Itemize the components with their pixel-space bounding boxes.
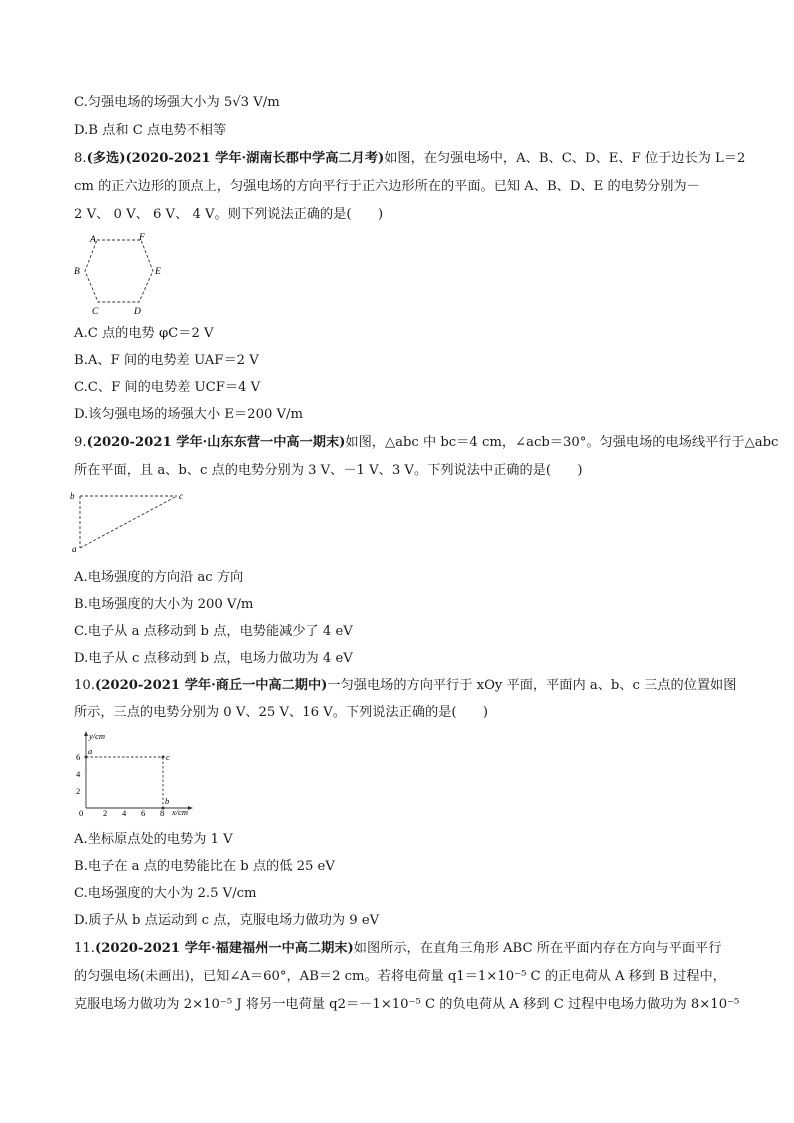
coordinate-figure <box>68 728 208 820</box>
q8-stem-line2: cm 的正六边形的顶点上，匀强电场的方向平行于正六边形所在的平面。已知 A、B、D、E 的电势分别为－ <box>74 179 700 194</box>
q11-stem-line3: 克服电场力做功为 2×10⁻⁵ J 将另一电荷量 q2＝－1×10⁻⁵ C 的负电荷从 A 移到 C 过程中电场力做功为 8×10⁻⁵ <box>74 997 740 1012</box>
q8-stem-text: 如图，在匀强电场中，A、B、C、D、E、F 位于边长为 L＝2 <box>384 151 746 166</box>
point-c-dot <box>162 756 165 759</box>
q10-option-b: B.电子在 a 点的电势能比在 b 点的低 25 eV <box>74 859 335 874</box>
triangle-figure <box>66 486 196 554</box>
q9-stem-line2: 所在平面，且 a、b、c 点的电势分别为 3 V、－1 V、3 V。下列说法中正确的是( ) <box>74 463 583 478</box>
q11-source: (2020-2021 学年·福建福州一中高二期末) <box>94 941 354 956</box>
xtick-4: 4 <box>122 808 127 818</box>
q10-stem-line2: 所示，三点的电势分别为 0 V、25 V、16 V。下列说法正确的是( ) <box>74 705 489 720</box>
ytick-2: 2 <box>76 786 81 796</box>
q11-stem-text: 如图所示，在直角三角形 ABC 所在平面内存在方向与平面平行 <box>353 941 722 956</box>
q7-option-c: C.匀强电场的场强大小为 5√3 V/m <box>74 95 280 110</box>
q10-option-d: D.质子从 b 点运动到 c 点，克服电场力做功为 9 eV <box>74 913 380 928</box>
xtick-2: 2 <box>103 808 108 818</box>
tri-label-a: a <box>72 544 77 554</box>
q8-option-c: C.C、F 间的电势差 UCF＝4 V <box>74 380 261 395</box>
point-label-c: c <box>166 752 170 762</box>
q10-number: 10. <box>74 678 95 693</box>
q8-stem-line1 <box>74 150 745 168</box>
q8-option-b: B.A、F 间的电势差 UAF＝2 V <box>74 353 259 368</box>
q10-option-c: C.电场强度的大小为 2.5 V/cm <box>74 886 257 901</box>
point-label-a: a <box>88 746 93 756</box>
hex-label-b: B <box>74 267 80 277</box>
q8-source: (多选)(2020-2021 学年·湖南长郡中学高二月考) <box>86 151 385 166</box>
q10-stem-line1 <box>74 677 736 695</box>
q10-stem-text: 一匀强电场的方向平行于 xOy 平面，平面内 a、b、c 三点的位置如图 <box>327 678 737 693</box>
q9-option-b: B.电场强度的大小为 200 V/m <box>74 597 254 612</box>
q10-source: (2020-2021 学年·商丘一中高二期中) <box>94 678 328 693</box>
x-axis-arrow <box>188 806 193 810</box>
xtick-0: 0 <box>79 808 84 818</box>
q9-option-a: A.电场强度的方向沿 ac 方向 <box>74 570 244 585</box>
ytick-4: 4 <box>76 769 81 779</box>
q11-stem-line1 <box>74 940 721 958</box>
q9-option-c: C.电子从 a 点移动到 b 点，电势能减少了 4 eV <box>74 624 353 639</box>
hex-label-c: C <box>92 307 99 317</box>
q8-option-a: A.C 点的电势 φC＝2 V <box>74 326 214 341</box>
hexagon-outline <box>85 240 153 302</box>
axis-label-x: x/cm <box>172 807 189 817</box>
tri-label-c: c <box>179 491 183 501</box>
axis-label-y: y/cm <box>89 731 106 741</box>
hex-label-a: A <box>90 235 96 245</box>
q8-option-d: D.该匀强电场的场强大小 E＝200 V/m <box>74 407 304 422</box>
q11-stem-line2: 的匀强电场(未画出)，已知∠A＝60°，AB＝2 cm。若将电荷量 q1＝1×10⁻⁵ C 的正电荷从 A 移到 B 过程中， <box>74 969 726 984</box>
q9-stem-text: 如图，△abc 中 bc＝4 cm，∠acb＝30°。匀强电场的电场线平行于△abc <box>345 435 779 450</box>
triangle-side-ac <box>80 496 177 548</box>
q11-number: 11. <box>74 941 95 956</box>
q9-number: 9. <box>74 435 87 450</box>
q8-number: 8. <box>74 151 87 166</box>
q9-option-d: D.电子从 c 点移动到 b 点，电场力做功为 4 eV <box>74 651 353 666</box>
hex-label-f: F <box>139 233 145 243</box>
q7-option-d: D.B 点和 C 点电势不相等 <box>74 123 227 138</box>
hex-label-d: D <box>134 307 141 317</box>
xtick-6: 6 <box>141 808 146 818</box>
q9-stem-line1 <box>74 434 778 452</box>
hex-label-e: E <box>155 267 161 277</box>
ytick-6: 6 <box>76 752 81 762</box>
tri-label-b: b <box>70 491 75 501</box>
xtick-8: 8 <box>160 808 165 818</box>
hexagon-figure <box>64 228 174 318</box>
y-axis-arrow <box>84 731 88 736</box>
q10-option-a: A.坐标原点处的电势为 1 V <box>74 832 233 847</box>
q9-source: (2020-2021 学年·山东东营一中高一期末) <box>86 435 346 450</box>
q8-stem-line3: 2 V、 0 V、 6 V、 4 V。则下列说法正确的是( ) <box>74 207 384 222</box>
point-label-b: b <box>165 796 170 806</box>
